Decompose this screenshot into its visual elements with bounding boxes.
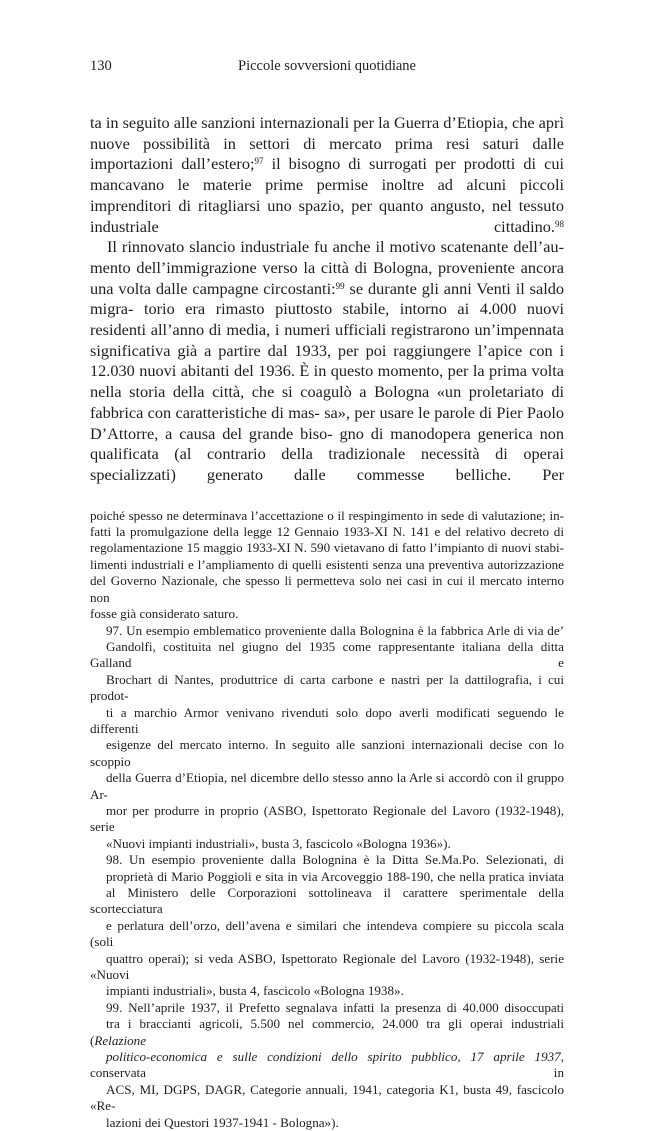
footnote-97: 97. Un esempio emblematico proveniente dalla Bolognina è la fabbrica Arle di via de’ Gandolfi, costituita nel giugno del 1935 come rappresentante italiana della ditta Galland e Brochart di Nantes, produttrice di carta carbone e nastri per la dattilografia, i cui prodot- ti a marchio Armor venivano rivenduti solo dopo averli modificati seguendo le differenti esigenze del mercato interno. In seguito alle sanzioni internazionali decise con lo scoppio della Guerra d’Etiopia, nel dicembre dello stesso anno la Arle si accordò con il gruppo Ar- mor per produrre in proprio (ASBO, Ispettorato Regionale del Lavoro (1932-1948), serie «Nuovi impianti industriali», busta 3, fascicolo «Bologna 1936»). xyxy=(90,622,564,851)
footnote-ref-99[interactable]: 99 xyxy=(335,280,345,291)
footnote-ref-97[interactable]: 97 xyxy=(254,156,264,167)
footnote-98: 98. Un esempio proveniente dalla Bolognina è la Ditta Se.Ma.Po. Selezionati, di proprietà di Mario Poggioli e sita in via Arcoveggio 188-190, che nella pratica inviata al Ministero delle Corporazioni sottolineava il carattere sperimentale della scortecciatura e perlatura dell’orzo, dell’avena e similari che intendeva compiere su piccola scala (soli quattro operai); si veda ASBO, Ispettorato Regionale del Lavoro (1932-1948), serie «Nuovi impianti industriali», busta 4, fascicolo «Bologna 1938». xyxy=(90,852,564,999)
footnote-99: 99. Nell’aprile 1937, il Prefetto segnalava infatti la presenza di 40.000 disoccupati tra i braccianti agricoli, 5.500 nel commercio, 24.000 tra gli operai industriali (Relazione politico-economica e sulle condizioni dello spirito pubblico, 17 aprile 1937, conservata in ACS, MI, DGPS, DAGR, Categorie annuali, 1941, categoria K1, busta 49, fascicolo «Re- lazioni dei Questori 1937-1941 - Bologna»). xyxy=(90,999,564,1130)
paragraph-2: Il rinnovato slancio industriale fu anche il motivo scatenante dell’au- mento dell’immigrazione verso la città di Bologna, proveniente ancora una volta dalle campagne circostanti:$^{99}$ se durante gli anni Venti il saldo migra- torio era rimasto piuttosto stabile, intorno ai 4.000 nuovi residenti all’anno di media, i numeri ufficiali registrarono un’impennata significativa già a partire dal 1933, per poi raggiungere l’apice con i 12.030 nuovi abitanti del 1936. È in questo momento, per la prima volta nella storia della città, che si coagulò a Bologna «un proletariato di fabbrica con caratteristiche di mas- sa», per usare le parole di Pier Paolo D’Attorre, a causa del grande biso- gno di manodopera generica non qualificata (al contrario della tradizionale necessità di operai specializzati) generato dalle commesse belliche. Per xyxy=(90,237,565,484)
footnote-ref-98[interactable]: 98 xyxy=(555,218,564,229)
footnote-continuation: poiché spesso ne determinava l’accettazione o il respingimento in sede di valutazione; in- fatti la promulgazione della legge 12 Gennaio 1933-XI N. 141 e del relativo decreto di regolamentazione 15 maggio 1933-XI N. 590 vietavano di fatto l’impianto di nuovi stabi- limenti industriali e l’ampliamento di quelli esistenti senza una preventiva autorizzazione del Governo Nazionale, che spesso li permetteva solo nei casi in cui il mercato interno non fosse già considerato saturo. xyxy=(90,507,564,622)
running-title: Piccole sovversioni quotidiane xyxy=(238,58,416,74)
page-number: 130 xyxy=(90,58,112,74)
book-page xyxy=(90,58,564,1131)
footnotes xyxy=(90,508,564,1131)
paragraph-1: ta in seguito alle sanzioni internazionali per la Guerra d’Etiopia, che aprì nuove possibilità in settori di mercato prima resi saturi dalle importazioni dall’estero;$^{97}$ il bisogno di surrogati per prodotti di cui mancavano le materie prime permise inoltre ad alcuni piccoli imprenditori di ritagliarsi uno spazio, per quanto angusto, nel tessuto industriale cittadino.$^{98}$ xyxy=(90,113,565,236)
running-header xyxy=(90,58,564,80)
main-text xyxy=(90,113,564,486)
